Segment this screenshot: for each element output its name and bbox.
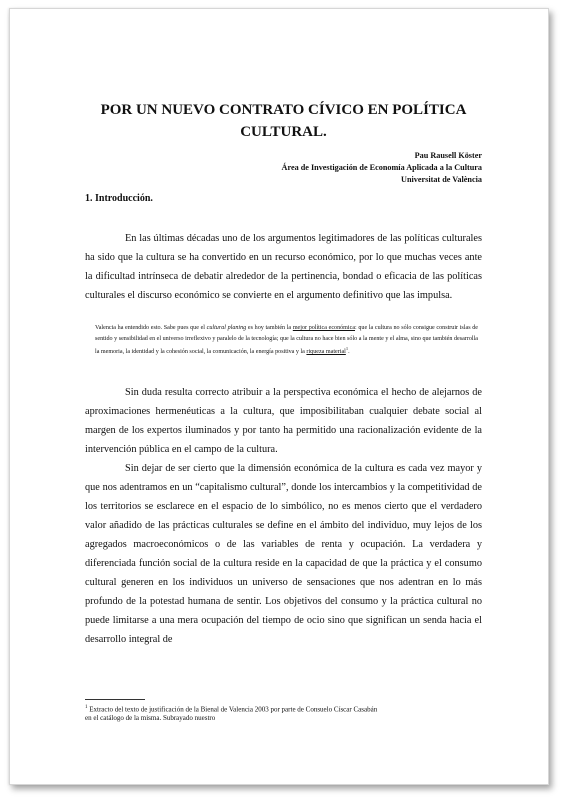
author-university: Universitat de València: [401, 175, 482, 184]
quote-end: .: [348, 349, 350, 356]
footnote: [85, 703, 485, 723]
footnote-line-1: Extracto del texto de justificación de la Bienal de Valencia 2003 por parte de Consuelo Císcar Casabán: [87, 705, 378, 714]
quote-underline-2: riqueza material: [306, 349, 346, 356]
quote-text-3: : que la cultura no sólo consigue construir islas de sentido y sensibilidad en el universo irreflexivo y paralelo de la tecnología; que la cultura no hace bien sólo a la mente y el alma, sino que también desarrolla la memoria, la identidad y la cohesión social, la comunicación, la energía positiva y la: [95, 325, 478, 356]
document-page: [9, 8, 549, 785]
paragraph-1: En las últimas décadas uno de los argumentos legitimadores de las políticas culturales ha sido que la cultura se ha convertido en un recurso económico, por lo que muchas veces ante la dificultad intrínseca de debatir alrededor de la pertinencia, bondad o eficacia de las políticas culturales el discurso económico se convierte en el argumento definitivo que las impulsa.: [85, 233, 482, 301]
author-affiliation: Área de Investigación de Economía Aplicada a la Cultura: [281, 163, 482, 172]
quote-underline-1: mejor política económica: [292, 325, 356, 331]
quote-text-1: Valencia ha entendido esto. Sabe pues que el: [95, 325, 207, 331]
paragraph-2: Sin duda resulta correcto atribuir a la perspectiva económica el hecho de alejarnos de aproximaciones hermenéuticas a la cultura, que imposibilitaban cualquier debate social al margen de los expertos iluminados y por tanto ha permitido una racionalización evidente de la intervención pública en el campo de la cultura.: [85, 386, 482, 455]
footnote-number: 1: [85, 705, 88, 710]
section-heading: 1. Introducción.: [85, 193, 153, 204]
title-line-1: POR UN NUEVO CONTRATO CÍVICO EN POLÍTICA: [100, 102, 467, 118]
title-line-2: CULTURAL.: [240, 124, 327, 140]
footnote-line-2: en el catálogo de la misma. Subrayado nuestro: [85, 714, 216, 723]
quote-italic: cultural planing: [206, 325, 247, 331]
quote-text-2: es hoy también la: [246, 325, 293, 331]
author-block: [85, 150, 482, 186]
footnote-separator: [85, 699, 145, 700]
page-content: [85, 99, 482, 649]
footnote-reference: 1: [345, 346, 349, 352]
author-name: Pau Rausell Köster: [414, 151, 482, 160]
paragraph-3: Sin dejar de ser cierto que la dimensión económica de la cultura es cada vez mayor y que nos adentramos en un “capitalismo cultural”, donde los intercambios y la competitividad de los territorios se esclarece en el espacio de lo simbólico, no es menos cierto que el verdadero valor añadido de las prácticas culturales se define en el ámbito del individuo, muy lejos de los agregados macroeconómicos o de las variables de renta y ocupación. La verdadera y diferenciada función social de la cultura reside en la capacidad de que la práctica y el consumo cultural generen en los individuos un universo de sensaciones que nos adentran en lo más profundo de la potestad humana de sentir. Los objetivos del consumo y la práctica cultural no puede limitarse a una mera ocupación del tiempo de ocio sino que significan un senda hacia el desarrollo integral de: [85, 462, 482, 645]
block-quote: [95, 323, 478, 358]
document-title: [85, 99, 482, 143]
